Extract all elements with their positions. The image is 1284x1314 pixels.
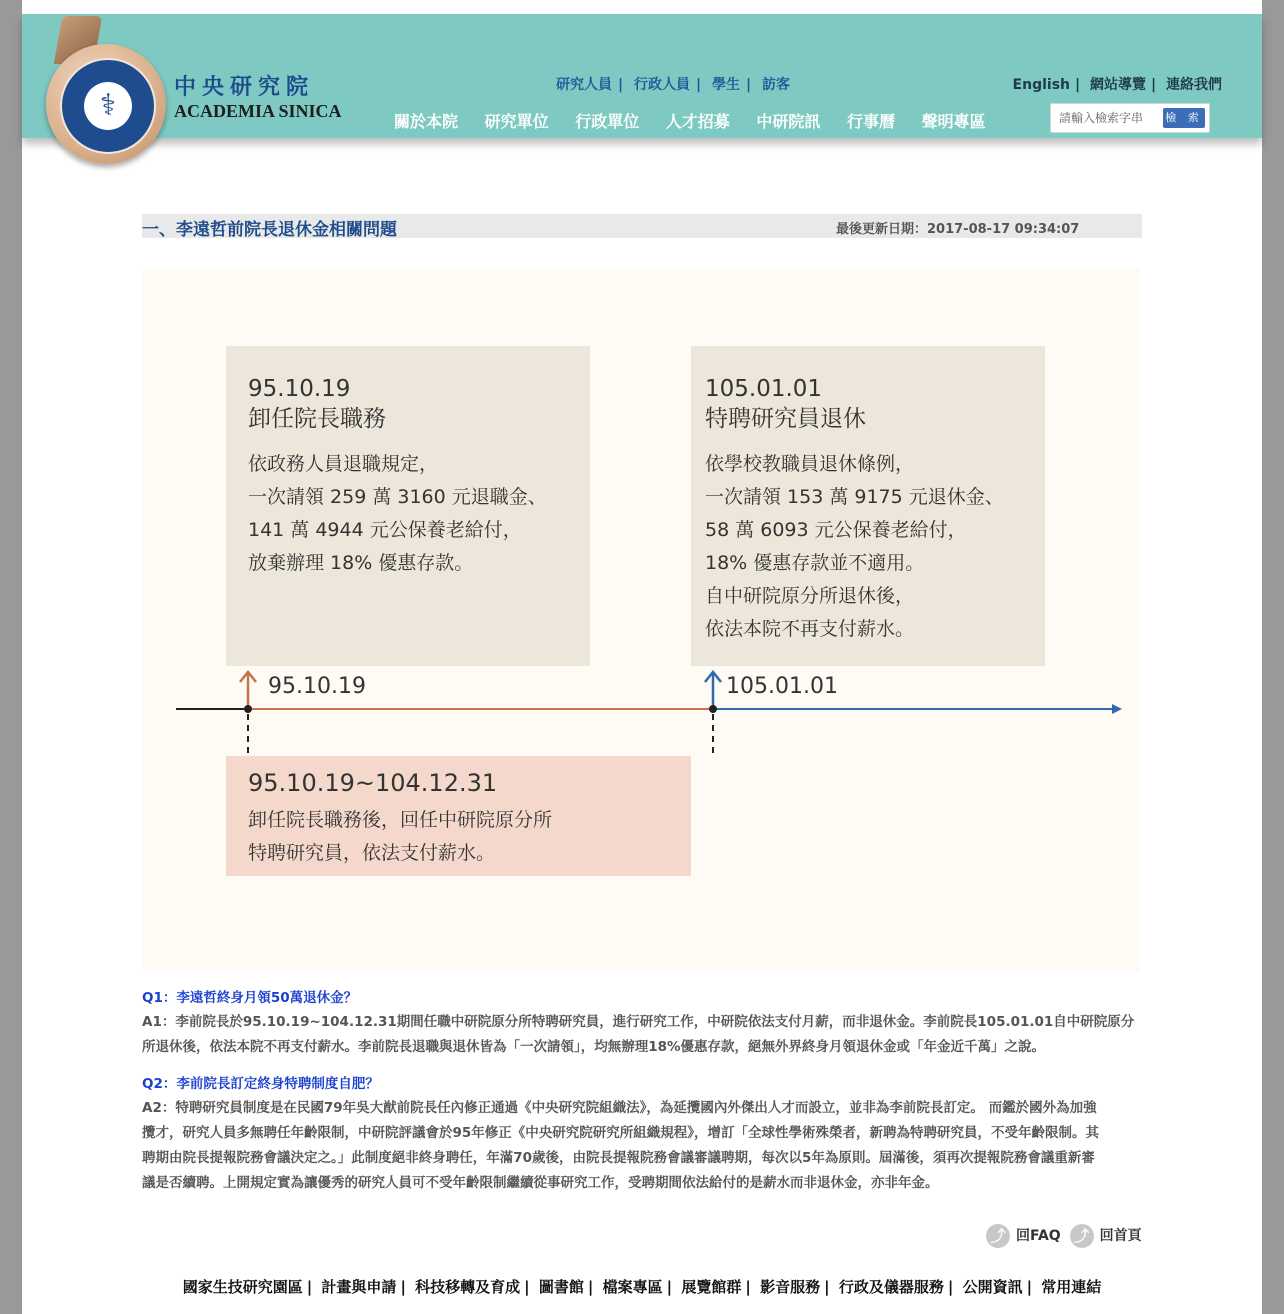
divider: |: [306, 1278, 313, 1296]
link-contact[interactable]: 連絡我們: [1166, 77, 1222, 93]
utility-links: [1013, 74, 1222, 94]
footer-link-public-info[interactable]: 公開資訊: [962, 1278, 1023, 1296]
box-line: 放棄辦理 18% 優惠存款。: [248, 552, 474, 574]
logo-seal: [60, 58, 156, 154]
footer-link-biotech-park[interactable]: 國家生技研究園區: [182, 1278, 303, 1296]
link-students[interactable]: 學生: [712, 77, 740, 93]
page: [22, 0, 1262, 1314]
faq-item-1: [142, 986, 1142, 1060]
nav-news[interactable]: 中研院訊: [756, 112, 821, 131]
faq-answer-line: 議是否續聘。上開規定實為讓優秀的研究人員可不受年齡限制繼續從事研究工作，受聘期間依法給付的是薪水而非退休金，亦非年金。: [142, 1175, 939, 1191]
box-line: 卸任院長職務後，回任中研院原分所: [248, 809, 553, 831]
dna-icon: ⚕: [84, 82, 132, 130]
divider: |: [947, 1278, 954, 1296]
box-date: 105.01.01: [705, 376, 823, 402]
back-to-home-label: 回首頁: [1099, 1228, 1142, 1244]
divider: |: [1075, 77, 1081, 93]
search-button[interactable]: 檢 索: [1163, 108, 1205, 128]
search-box: [1050, 103, 1210, 133]
main-nav: [394, 109, 1007, 132]
back-arrow-icon: ⤴: [986, 1224, 1010, 1248]
link-sitemap[interactable]: 網站導覽: [1090, 77, 1146, 93]
link-researchers[interactable]: 研究人員: [556, 77, 612, 93]
retirement-box-president: [226, 346, 590, 666]
back-arrow-icon: ⤴: [1070, 1224, 1094, 1248]
box-line: 141 萬 4944 元公保養老給付，: [248, 519, 522, 541]
footer-link-archives[interactable]: 檔案專區: [602, 1278, 663, 1296]
link-visitors[interactable]: 訪客: [762, 77, 790, 93]
footer-link-museums[interactable]: 展覽館群: [681, 1278, 742, 1296]
nav-research-units[interactable]: 研究單位: [484, 112, 549, 131]
back-to-faq-label: 回FAQ: [1016, 1228, 1061, 1244]
link-english[interactable]: English: [1012, 77, 1070, 93]
box-line: 特聘研究員，依法支付薪水。: [248, 842, 496, 864]
faq-answer-line: 聘期由院長提報院務會議決定之。」此制度絕非終身聘任，年滿70歲後，由院長提報院務會議審議聘期，每次以5年為原則。屆滿後，須再次提報院務會議重新審: [142, 1150, 1095, 1166]
logo-medal[interactable]: [46, 44, 166, 164]
divider: |: [400, 1278, 406, 1296]
box-line: 18% 優惠存款並不適用。: [705, 552, 925, 574]
divider: |: [1151, 77, 1157, 93]
faq-question: Q2：李前院長訂定終身特聘制度自肥？: [142, 1076, 379, 1092]
search-input[interactable]: [1057, 107, 1161, 129]
faq-answer-line: 攬才，研究人員多無聘任年齡限制，中研院評議會於95年修正《中央研究院研究所組織規程》，增訂「全球性學術殊榮者，新聘為特聘研究員，不受年齡限制。其: [142, 1125, 1100, 1141]
back-links: [986, 1224, 1146, 1248]
nav-careers[interactable]: 人才招募: [665, 112, 730, 131]
divider: |: [666, 1278, 673, 1296]
divider: |: [1026, 1278, 1033, 1296]
box-line: 58 萬 6093 元公保養老給付，: [705, 519, 967, 541]
timeline-label-1: 95.10.19: [268, 674, 366, 699]
site-header: [22, 14, 1262, 138]
last-updated: 最後更新日期：2017-08-17 09:34:07: [836, 222, 1080, 237]
box-date: 95.10.19: [248, 376, 351, 402]
link-staff[interactable]: 行政人員: [634, 77, 690, 93]
faq-item-2: [142, 1072, 1142, 1196]
box-heading: 卸任院長職務: [248, 406, 386, 432]
footer-link-projects[interactable]: 計畫與申請: [321, 1278, 397, 1296]
box-line: 依學校教職員退休條例，: [705, 453, 915, 475]
box-line: 依法本院不再支付薪水。: [705, 618, 915, 640]
timeline-dot-1: [244, 705, 252, 713]
timeline-infographic: [142, 268, 1140, 972]
nav-statements[interactable]: 聲明專區: [921, 112, 986, 131]
footer-link-library[interactable]: 圖書館: [538, 1278, 584, 1296]
divider: |: [618, 77, 624, 93]
box-heading: 特聘研究員退休: [705, 406, 866, 432]
divider: |: [824, 1278, 830, 1296]
brand-name-cn[interactable]: 中央研究院: [174, 74, 315, 100]
faq-question: Q1：李遠哲終身月領50萬退休金？: [142, 990, 358, 1006]
retirement-box-researcher: [691, 346, 1045, 666]
divider: |: [746, 77, 752, 93]
timeline-dot-2: [709, 705, 717, 713]
back-to-home-link[interactable]: [1070, 1228, 1142, 1244]
divider: |: [745, 1278, 751, 1296]
footer-link-tech-transfer[interactable]: 科技移轉及育成: [415, 1278, 521, 1296]
nav-admin-units[interactable]: 行政單位: [575, 112, 640, 131]
footer-link-common-links[interactable]: 常用連結: [1041, 1278, 1102, 1296]
box-date: 95.10.19~104.12.31: [248, 769, 498, 797]
faq-answer-line: A2：特聘研究員制度是在民國79年吳大猷前院長任內修正通過《中央研究院組織法》，為延攬國內外傑出人才而設立，並非為李前院長訂定。 而鑑於國外為加強: [142, 1100, 1097, 1116]
audience-links: [556, 74, 790, 94]
box-line: 一次請領 259 萬 3160 元退職金、: [248, 486, 547, 508]
box-line: 自中研院原分所退休後，: [705, 585, 915, 607]
faq-answer-line: 所退休後，依法本院不再支付薪水。李前院長退職與退休皆為「一次請領」，均無辦理18%優惠存款，絕無外界終身月領退休金或「年金近千萬」之說。: [142, 1039, 1046, 1055]
nav-about[interactable]: 關於本院: [394, 112, 459, 131]
divider: |: [696, 77, 702, 93]
footer-link-media[interactable]: 影音服務: [760, 1278, 821, 1296]
timeline-label-2: 105.01.01: [726, 674, 838, 699]
back-to-faq-link[interactable]: [986, 1228, 1066, 1244]
page-title: 一、李遠哲前院長退休金相關問題: [142, 220, 397, 240]
box-line: 依政務人員退職規定，: [248, 453, 439, 475]
faq-answer-line: A1：李前院長於95.10.19~104.12.31期間任職中研院原分所特聘研究員，進行研究工作，中研院依法支付月薪，而非退休金。李前院長105.01.01自中研院原分: [142, 1014, 1135, 1030]
footer-link-admin-services[interactable]: 行政及儀器服務: [838, 1278, 944, 1296]
researcher-period-box: [226, 756, 691, 876]
box-line: 一次請領 153 萬 9175 元退休金、: [705, 486, 1004, 508]
timeline-arrowhead: [1112, 704, 1122, 714]
title-bar: [142, 214, 1142, 238]
nav-calendar[interactable]: 行事曆: [846, 112, 895, 131]
brand-name-en[interactable]: ACADEMIA SINICA: [174, 101, 342, 121]
divider: |: [524, 1278, 530, 1296]
divider: |: [587, 1278, 594, 1296]
footer-links: [22, 1276, 1262, 1297]
